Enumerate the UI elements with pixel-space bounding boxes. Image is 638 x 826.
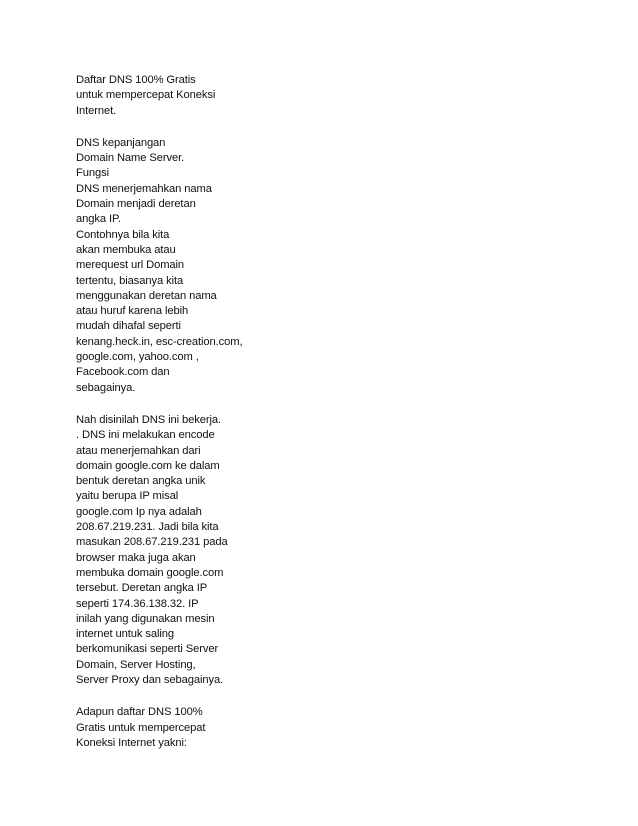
text-line: seperti 174.36.138.32. IP — [76, 597, 199, 610]
text-line: google.com, yahoo.com , — [76, 351, 199, 364]
text-line: atau menerjemahkan dari — [76, 444, 201, 457]
text-line: yaitu berupa IP misal — [76, 490, 179, 503]
text-line: Fungsi — [76, 167, 109, 180]
text-line: DNS menerjemahkan nama — [76, 182, 212, 195]
text-line: menggunakan deretan nama — [76, 289, 217, 302]
text-line: . DNS ini melakukan encode — [76, 429, 215, 442]
paragraph-title — [76, 73, 336, 119]
document-body — [76, 73, 336, 768]
paragraph-how-dns-works — [76, 413, 336, 688]
text-line: inilah yang digunakan mesin — [76, 612, 215, 625]
text-line: merequest url Domain — [76, 259, 185, 272]
paragraph-dns-list-intro — [76, 705, 336, 751]
paragraph-dns-definition — [76, 136, 336, 396]
text-line: untuk mempercepat Koneksi — [76, 89, 216, 102]
text-line: DNS kepanjangan — [76, 136, 166, 149]
text-line: Gratis untuk mempercepat — [76, 721, 206, 734]
text-line: browser maka juga akan — [76, 551, 196, 564]
text-line: sebagainya. — [76, 381, 136, 394]
text-line: Daftar DNS 100% Gratis — [76, 74, 196, 86]
text-line: Facebook.com dan — [76, 366, 170, 379]
text-line: atau huruf karena lebih — [76, 305, 189, 318]
text-line: domain google.com ke dalam — [76, 459, 220, 472]
text-line: internet untuk saling — [76, 628, 175, 641]
text-line: Koneksi Internet yakni: — [76, 736, 187, 749]
text-line: Domain, Server Hosting, — [76, 658, 196, 671]
text-line: membuka domain google.com — [76, 566, 224, 579]
text-line: bentuk deretan angka unik — [76, 475, 206, 488]
text-line: 208.67.219.231. Jadi bila kita — [76, 521, 219, 534]
text-line: tertentu, biasanya kita — [76, 274, 184, 287]
text-line: Contohnya bila kita — [76, 228, 170, 241]
text-line: Adapun daftar DNS 100% — [76, 706, 203, 719]
text-line: google.com Ip nya adalah — [76, 505, 202, 518]
text-line: Nah disinilah DNS ini bekerja. — [76, 413, 221, 426]
text-line: Domain Name Server. — [76, 152, 185, 165]
text-line: angka IP. — [76, 213, 121, 226]
text-line: akan membuka atau — [76, 243, 176, 256]
text-line: mudah dihafal seperti — [76, 320, 181, 333]
text-line: kenang.heck.in, esc-creation.com, — [76, 335, 243, 348]
text-line: masukan 208.67.219.231 pada — [76, 536, 228, 549]
text-line: tersebut. Deretan angka IP — [76, 582, 208, 595]
text-line: Server Proxy dan sebagainya. — [76, 673, 224, 686]
text-line: berkomunikasi seperti Server — [76, 643, 219, 656]
text-line: Domain menjadi deretan — [76, 198, 196, 211]
text-line: Internet. — [76, 104, 117, 117]
